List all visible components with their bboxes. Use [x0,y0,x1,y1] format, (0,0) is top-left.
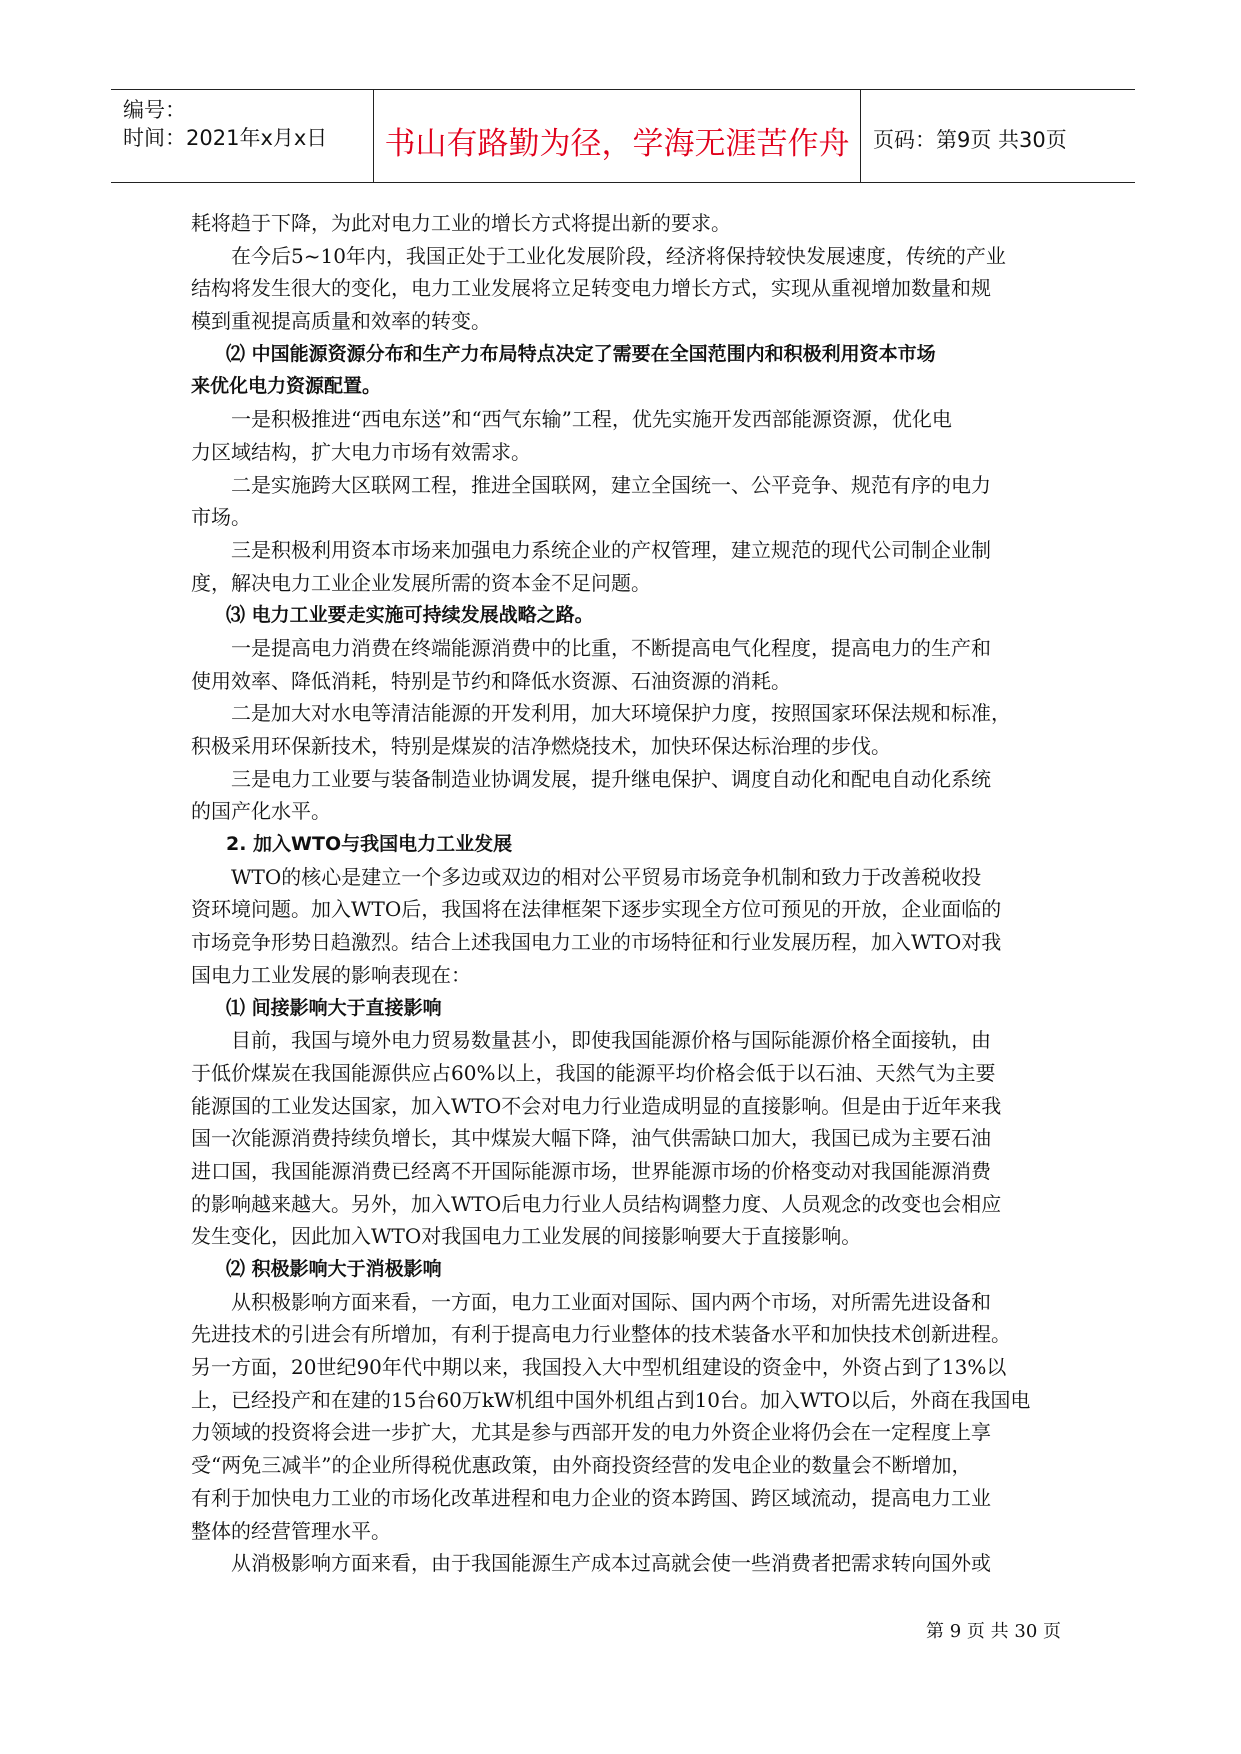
text-line: 模到重视提高质量和效率的转变。 [191,309,491,334]
text-line: 有利于加快电力工业的市场化改革进程和电力企业的资本跨国、跨区域流动，提高电力工业 [191,1485,991,1510]
text-line: 三是积极利用资本市场来加强电力系统企业的产权管理，建立规范的现代公司制企业制 [231,537,991,562]
document-time-label: 时间：2021年x月x日 [123,126,328,150]
page-footer-number: 第 9 页 共 30 页 [926,1621,1061,1642]
header-info-cell [111,90,373,182]
text-line: 资环境问题。加入WTO后，我国将在法律框架下逐步实现全方位可预见的开放，企业面临的 [191,897,1002,922]
section-heading: 来优化电力资源配置。 [191,375,382,398]
text-line: 二是加大对水电等清洁能源的开发利用，加大环境保护力度，按照国家环保法规和标准， [231,701,1011,726]
section-heading: ⑵ 中国能源资源分布和生产力布局特点决定了需要在全国范围内和积极利用资本市场 [226,342,936,365]
text-line: 另一方面，20世纪90年代中期以来，我国投入大中型机组建设的资金中，外资占到了13%以 [191,1355,1007,1380]
text-line: 三是电力工业要与装备制造业协调发展，提升继电保护、调度自动化和配电自动化系统 [231,766,991,791]
header-page-cell [861,90,1135,182]
text-line: 力区域结构，扩大电力市场有效需求。 [191,439,531,464]
text-line: 的国产化水平。 [191,799,331,824]
text-line: 的影响越来越大。另外，加入WTO后电力行业人员结构调整力度、人员观念的改变也会相应 [191,1191,1002,1216]
page-header [111,89,1135,183]
text-line: 耗将趋于下降，为此对电力工业的增长方式将提出新的要求。 [191,211,731,235]
text-line: 先进技术的引进会有所增加，有利于提高电力行业整体的技术装备水平和加快技术创新进程。 [191,1322,1011,1347]
text-line: 结构将发生很大的变化，电力工业发展将立足转变电力增长方式，实现从重视增加数量和规 [191,276,991,301]
text-line: WTO的核心是建立一个多边或双边的相对公平贸易市场竞争机制和致力于改善税收投 [231,864,982,889]
text-line: 在今后5~10年内，我国正处于工业化发展阶段，经济将保持较快发展速度，传统的产业 [231,243,1006,268]
text-line: 进口国，我国能源消费已经离不开国际能源市场，世界能源市场的价格变动对我国能源消费 [191,1158,991,1183]
text-line: 一是积极推进“西电东送”和“西气东输”工程，优先实施开发西部能源资源，优化电 [231,407,952,432]
text-line: 国一次能源消费持续负增长，其中煤炭大幅下降，油气供需缺口加大，我国已成为主要石油 [191,1126,991,1151]
section-heading: ⑶ 电力工业要走实施可持续发展战略之路。 [226,604,594,627]
text-line: 国电力工业发展的影响表现在： [191,962,471,987]
header-page-number: 页码：第9页 共30页 [873,128,1067,152]
header-motto-cell [373,90,861,182]
text-line: 使用效率、降低消耗，特别是节约和降低水资源、石油资源的消耗。 [191,668,791,693]
section-heading: ⑵ 积极影响大于消极影响 [226,1258,442,1280]
text-line: 发生变化，因此加入WTO对我国电力工业发展的间接影响要大于直接影响。 [191,1224,862,1249]
text-line: 受“两免三减半”的企业所得税优惠政策，由外商投资经营的发电企业的数量会不断增加， [191,1453,972,1478]
header-motto: 书山有路勤为径，学海无涯苦作舟 [384,126,850,162]
text-line: 整体的经营管理水平。 [191,1518,391,1543]
text-line: 从消极影响方面来看，由于我国能源生产成本过高就会使一些消费者把需求转向国外或 [231,1551,991,1576]
text-line: 目前，我国与境外电力贸易数量甚小，即使我国能源价格与国际能源价格全面接轨，由 [231,1028,991,1053]
document-body [191,207,1061,1580]
section-heading: ⑴ 间接影响大于直接影响 [226,996,442,1019]
text-line: 力领域的投资将会进一步扩大，尤其是参与西部开发的电力外资企业将仍会在一定程度上享 [191,1420,991,1445]
text-line: 一是提高电力消费在终端能源消费中的比重，不断提高电气化程度，提高电力的生产和 [231,635,991,660]
section-heading: 2. 加入WTO与我国电力工业发展 [226,833,513,856]
text-line: 从积极影响方面来看，一方面，电力工业面对国际、国内两个市场，对所需先进设备和 [231,1289,991,1314]
document-number-label: 编号： [123,98,186,122]
text-line: 市场。 [191,505,251,530]
text-line: 积极采用环保新技术，特别是煤炭的洁净燃烧技术，加快环保达标治理的步伐。 [191,734,891,758]
text-line: 度，解决电力工业企业发展所需的资本金不足问题。 [191,570,651,595]
text-line: 于低价煤炭在我国能源供应占60%以上，我国的能源平均价格会低于以石油、天然气为主要 [191,1060,996,1085]
text-line: 市场竞争形势日趋激烈。结合上述我国电力工业的市场特征和行业发展历程，加入WTO对我 [191,930,1002,955]
text-line: 能源国的工业发达国家，加入WTO不会对电力行业造成明显的直接影响。但是由于近年来我 [191,1093,1002,1118]
text-line: 上，已经投产和在建的15台60万kW机组中国外机组占到10台。加入WTO以后，外商在我国电 [191,1387,1031,1412]
text-line: 二是实施跨大区联网工程，推进全国联网，建立全国统一、公平竞争、规范有序的电力 [231,472,991,497]
